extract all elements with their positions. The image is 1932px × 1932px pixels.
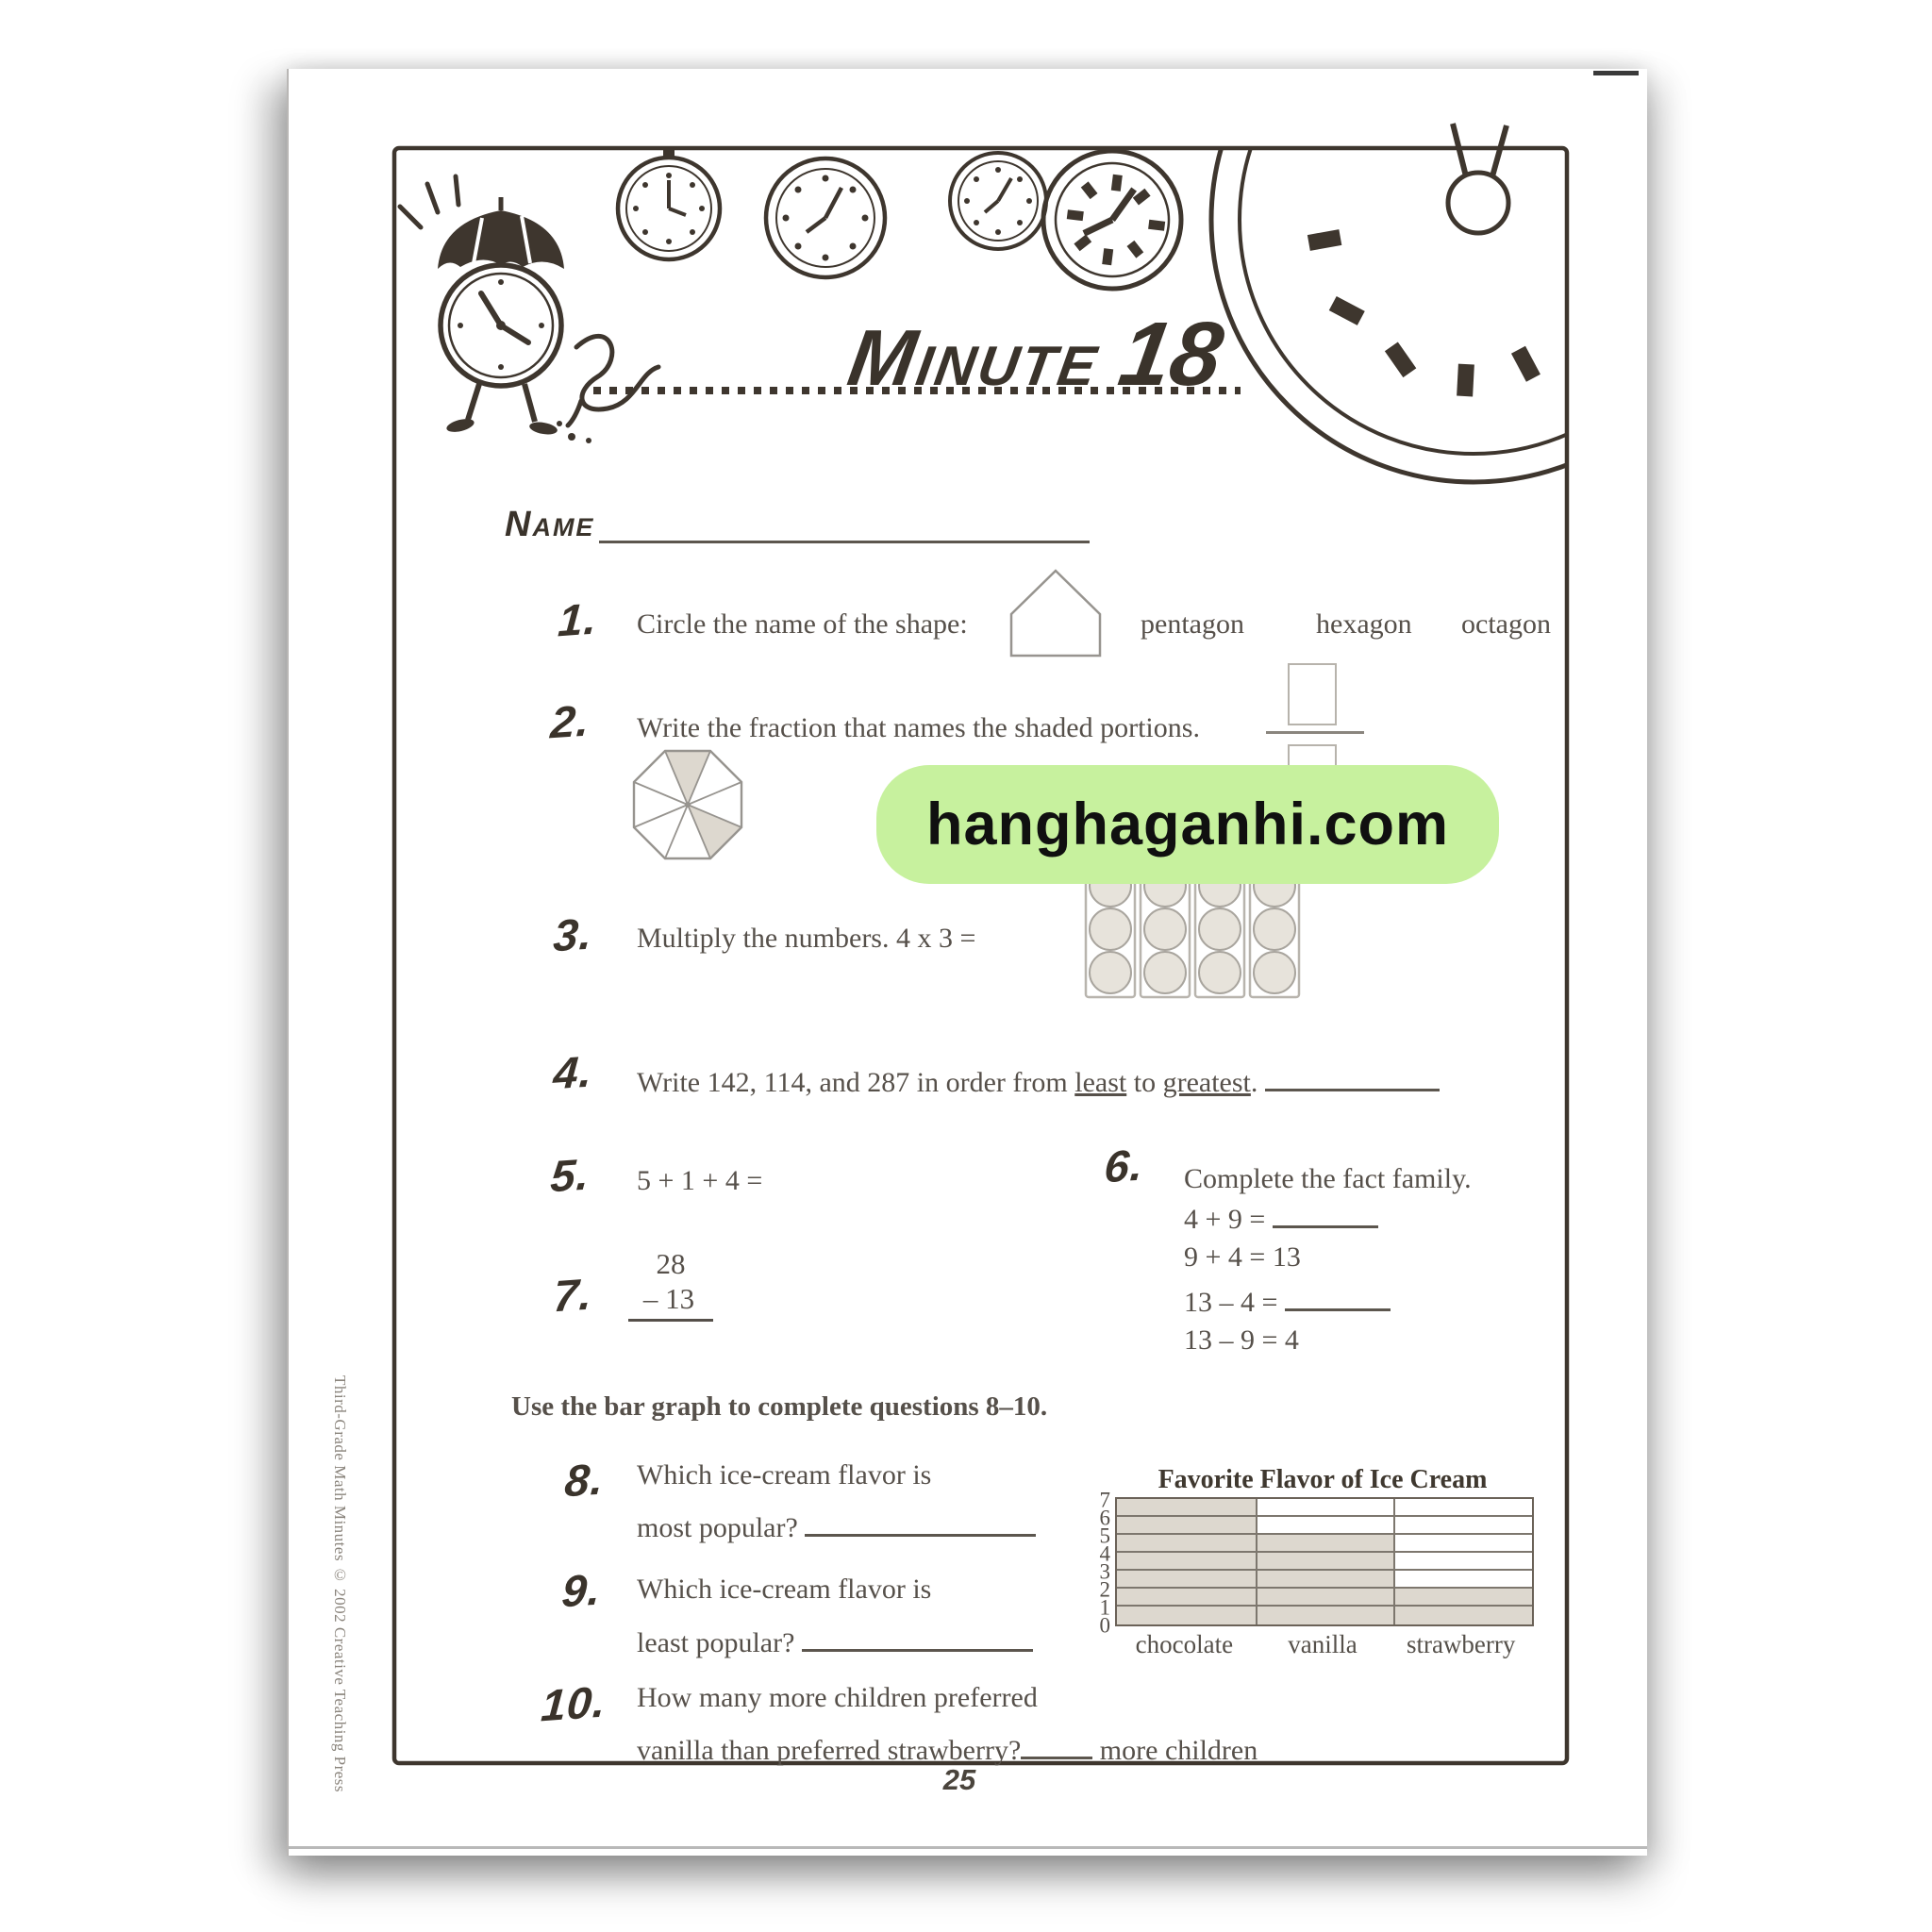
category-strawberry: strawberry (1406, 1630, 1516, 1658)
question-9-prompt: least popular? (637, 1627, 795, 1658)
category-vanilla: vanilla (1288, 1630, 1357, 1658)
gridline (1117, 1533, 1532, 1535)
bar-strawberry (1393, 1589, 1532, 1624)
pentagon-shape (1011, 571, 1100, 656)
question-9-answer-line (802, 1624, 1033, 1652)
worksheet-page (287, 69, 1647, 1856)
gridline (1117, 1587, 1532, 1589)
fact-family-line (1184, 1241, 1301, 1274)
column-separator (1393, 1499, 1395, 1624)
question-2-number: 2. (548, 694, 592, 748)
question-1-text: Circle the name of the shape: (637, 608, 968, 640)
question-3-text: Multiply the numbers. 4 x 3 = (637, 923, 976, 954)
y-axis-tick-label: 2 (1099, 1577, 1110, 1602)
fact-family-line (1184, 1324, 1299, 1357)
scan-artifact (1593, 71, 1639, 75)
wall-clock-icon (618, 150, 720, 259)
clock-key-icon (1448, 124, 1508, 233)
bar-vanilla (1256, 1535, 1394, 1624)
gridline (1117, 1605, 1532, 1607)
y-axis-tick-label: 7 (1099, 1488, 1110, 1512)
question-10-line2 (637, 1732, 1257, 1767)
question-10-suffix: more children (1099, 1735, 1258, 1766)
copyright-text: Third-Grade Math Minutes © 2002 Creative Teaching Press (331, 1375, 349, 1793)
fact-2: 9 + 4 = 13 (1184, 1241, 1301, 1273)
question-3-number: 3. (551, 908, 595, 961)
question-8-line1: Which ice-cream flavor is (637, 1459, 932, 1491)
question-4-text (637, 1064, 1440, 1099)
octagon-fraction-figure (634, 751, 741, 858)
wall-clock-icon (766, 158, 885, 277)
column-separator (1256, 1499, 1257, 1624)
chart-category-labels (1115, 1630, 1530, 1659)
gridline (1117, 1551, 1532, 1553)
question-4-prefix: Write 142, 114, and 287 in order from (637, 1067, 1075, 1098)
y-axis-tick-label: 3 (1099, 1559, 1110, 1584)
fact-family-line (1184, 1284, 1391, 1319)
chart-title: Favorite Flavor of Ice Cream (1158, 1465, 1488, 1494)
question-6-number: 6. (1102, 1139, 1146, 1192)
question-9-line1: Which ice-cream flavor is (637, 1574, 932, 1605)
question-1-option-octagon: octagon (1461, 608, 1551, 640)
question-8-answer-line (805, 1509, 1036, 1537)
fact-4: 13 – 9 = 4 (1184, 1324, 1299, 1356)
question-7-number: 7. (551, 1268, 595, 1322)
alarm-clock-character-icon (400, 176, 564, 437)
y-axis-tick-label: 4 (1099, 1541, 1110, 1566)
y-axis-tick-label: 6 (1099, 1506, 1110, 1530)
y-axis-tick-label: 5 (1099, 1524, 1110, 1548)
wall-clock-icon (950, 153, 1046, 249)
question-7-minuend: 28 (656, 1247, 686, 1280)
question-10-number: 10. (539, 1675, 608, 1731)
wall-clock-icon (1036, 143, 1190, 297)
question-10-prompt: vanilla than preferred strawberry? (637, 1735, 1022, 1766)
chart-plot (1099, 1488, 1534, 1638)
fraction-bar (1266, 731, 1364, 734)
question-9-number: 9. (559, 1563, 604, 1617)
question-1-option-pentagon: pentagon (1141, 608, 1244, 640)
question-1-number: 1. (556, 592, 600, 646)
question-4-number: 4. (551, 1045, 595, 1099)
question-8-number: 8. (562, 1453, 607, 1507)
gridline (1117, 1569, 1532, 1571)
page-number: 25 (942, 1763, 976, 1796)
question-7-subtrahend: – 13 (628, 1281, 713, 1322)
question-4-mid: to (1126, 1067, 1163, 1098)
page-title (744, 303, 1326, 407)
title-word: Minute (842, 313, 1108, 402)
question-9-line2 (637, 1624, 1033, 1659)
question-4-answer-line (1265, 1064, 1440, 1091)
fact-3-answer-line (1285, 1284, 1391, 1311)
fact-1: 4 + 9 = (1184, 1204, 1266, 1235)
y-axis-tick-label: 1 (1099, 1595, 1110, 1620)
question-2-text: Write the fraction that names the shaded portions. (637, 712, 1200, 743)
category-chocolate: chocolate (1135, 1630, 1234, 1658)
question-8-prompt: most popular? (637, 1512, 798, 1543)
question-8-line2 (637, 1509, 1036, 1544)
question-10-answer-line (1021, 1732, 1092, 1759)
question-5-text: 5 + 1 + 4 = (637, 1165, 763, 1196)
title-number: 18 (1112, 304, 1230, 405)
question-6-text: Complete the fact family. (1184, 1163, 1472, 1194)
question-4-least: least (1074, 1067, 1127, 1098)
bar-graph-instruction: Use the bar graph to complete questions 8–10. (511, 1391, 1048, 1422)
page-edge-line (289, 1846, 1647, 1849)
question-1-option-hexagon: hexagon (1316, 608, 1412, 640)
corner-clock-icon (1211, 69, 1647, 482)
name-label: Name (505, 505, 595, 544)
question-5-number: 5. (548, 1148, 592, 1202)
fact-family-line (1184, 1201, 1378, 1236)
name-answer-line (599, 541, 1090, 543)
fact-1-answer-line (1273, 1201, 1378, 1228)
question-4-greatest: greatest (1162, 1067, 1251, 1098)
question-7-subtraction (628, 1246, 713, 1322)
question-4-period: . (1250, 1067, 1258, 1098)
question-10-line1: How many more children preferred (637, 1682, 1038, 1713)
fact-3: 13 – 4 = (1184, 1287, 1278, 1318)
fraction-numerator-box (1288, 663, 1337, 725)
watermark-badge: hanghaganhi.com (876, 765, 1499, 884)
gridline (1117, 1515, 1532, 1517)
y-axis-tick-label: 0 (1099, 1613, 1110, 1638)
